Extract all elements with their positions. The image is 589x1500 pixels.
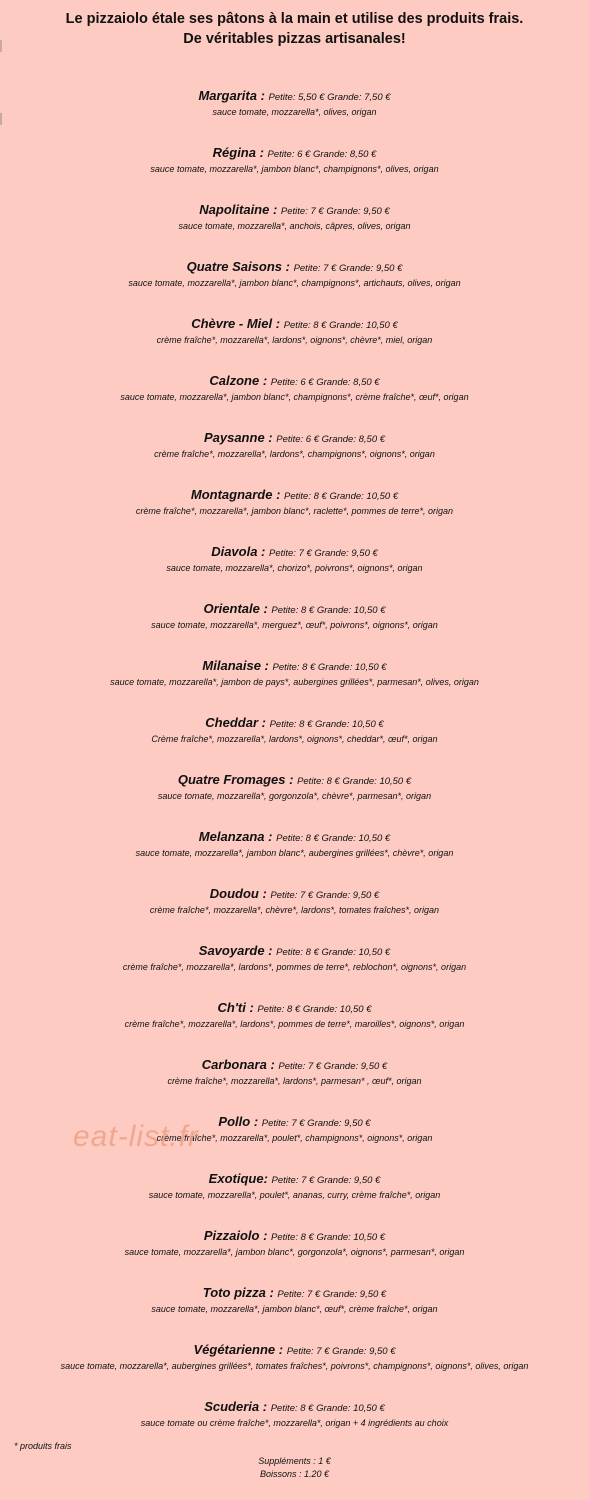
pizza-item [0,1171,589,1228]
pizza-price: Petite: 7 € Grande: 9,50 € [280,206,390,217]
pizza-price: Petite: 5,50 € Grande: 7,50 € [268,92,391,103]
pizza-ingredients: crème fraîche*, mozzarella*, chèvre*, lardons*, tomates fraîches*, origan [149,905,440,915]
pizza-name-separator: : [266,1057,279,1072]
pizza-item [0,772,589,829]
pizza-title-line [0,1228,589,1246]
pizza-ingredients: crème fraîche*, mozzarella*, lardons*, champignons*, oignons*, origan [154,449,435,459]
pizza-name-separator: : [256,88,269,103]
pizza-title-line [0,886,589,904]
pizza-item [0,1000,589,1057]
pizza-name: Quatre Saisons [186,259,282,274]
pizza-name: Toto pizza [202,1285,266,1300]
watermark: eat-list.fr [73,1120,200,1153]
pizza-name: Exotique [208,1171,264,1186]
pizza-title-line [0,316,589,334]
pizza-title-line [0,1000,589,1018]
extras [0,1455,589,1481]
pizza-title-line [0,88,589,106]
pizza-price: Petite: 7 € Grande: 9,50 € [293,263,403,274]
pizza-name: Napolitaine [199,202,270,217]
pizza-price: Petite: 7 € Grande: 9,50 € [277,1289,387,1300]
drinks-price: Boissons : 1.20 € [259,1469,330,1479]
menu-header [0,9,589,49]
pizza-ingredients: crème fraîche*, mozzarella*, lardons*, parmesan* , œuf*, origan [167,1076,422,1086]
pizza-name-separator: : [264,430,277,445]
pizza-ingredients: sauce tomate, mozzarella*, jambon blanc*, champignons*, olives, origan [150,164,439,174]
pizza-price: Petite: 8 € Grande: 10,50 € [270,1403,385,1414]
pizza-price: Petite: 8 € Grande: 10,50 € [283,320,398,331]
pizza-ingredients: sauce tomate, mozzarella*, jambon de pays*, aubergines grillées*, parmesan*, olives, origan [110,677,479,687]
pizza-item [0,88,589,145]
pizza-title-line [0,658,589,676]
pizza-price: Petite: 8 € Grande: 10,50 € [276,947,391,958]
pizza-name: Doudou [209,886,259,901]
pizza-name-separator: : [285,772,298,787]
header-line-1: Le pizzaiolo étale ses pâtons à la main et utilise des produits frais. [65,11,524,27]
pizza-name: Pollo [218,1114,251,1129]
pizza-item [0,715,589,772]
pizza-name: Melanzana [198,829,265,844]
pizza-ingredients: sauce tomate, mozzarella*, merguez*, œuf*, poivrons*, oignons*, origan [151,620,438,630]
pizza-name-separator: : [258,886,271,901]
pizza-item [0,430,589,487]
pizza-price: Petite: 8 € Grande: 10,50 € [272,662,387,673]
pizza-name-separator: : [259,373,271,388]
pizza-ingredients: sauce tomate, mozzarella*, gorgonzola*, chèvre*, parmesan*, origan [157,791,432,801]
pizza-price: Petite: 8 € Grande: 10,50 € [276,833,391,844]
pizza-name: Végétarienne [193,1342,276,1357]
pizza-name-separator: : [250,1114,262,1129]
pizza-ingredients: sauce tomate, mozzarella*, aubergines grillées*, tomates fraîches*, poivrons*, champignons*, oignons*, olives, origan [60,1361,529,1371]
pizza-name: Montagnarde [190,487,273,502]
pizza-price: Petite: 7 € Grande: 9,50 € [286,1346,396,1357]
pizza-title-line [0,1342,589,1360]
pizza-name: Diavola [211,544,258,559]
pizza-title-line [0,1399,589,1417]
footnote: * produits frais [14,1441,72,1451]
pizza-price: Petite: 8 € Grande: 10,50 € [271,1232,386,1243]
pizza-title-line [0,601,589,619]
pizza-name-separator: : [259,1399,271,1414]
pizza-item [0,829,589,886]
pizza-name-separator: : [259,1228,272,1243]
pizza-name: Ch'ti [217,1000,246,1015]
pizza-price: Petite: 8 € Grande: 10,50 € [269,719,384,730]
pizza-name: Pizzaiolo [203,1228,260,1243]
pizza-title-line [0,145,589,163]
pizza-price: Petite: 7 € Grande: 9,50 € [270,890,380,901]
pizza-item [0,1057,589,1114]
pizza-name-separator: : [264,943,277,958]
pizza-title-line [0,1057,589,1075]
pizza-name: Milanaise [202,658,261,673]
pizza-name-separator: : [257,544,269,559]
pizza-ingredients: sauce tomate ou crème fraîche*, mozzarella*, origan + 4 ingrédients au choix [140,1418,449,1428]
pizza-price: Petite: 7 € Grande: 9,50 € [269,548,378,559]
pizza-name-separator: : [245,1000,258,1015]
pizza-name: Savoyarde [198,943,265,958]
pizza-ingredients: crème fraîche*, mozzarella*, lardons*, pommes de terre*, maroilles*, oignons*, origan [124,1019,465,1029]
pizza-title-line [0,544,589,562]
pizza-price: Petite: 7 € Grande: 9,50 € [271,1175,381,1186]
pizza-item [0,487,589,544]
pizza-title-line [0,715,589,733]
pizza-item [0,316,589,373]
pizza-item [0,1399,589,1456]
pizza-name-separator: : [265,1285,278,1300]
pizza-price: Petite: 6 € Grande: 8,50 € [276,434,386,445]
supplements-price: Suppléments : 1 € [258,1456,331,1466]
pizza-title-line [0,259,589,277]
pizza-ingredients: sauce tomate, mozzarella*, jambon blanc*, champignons*, crème fraîche*, œuf*, origan [120,392,469,402]
pizza-price: Petite: 6 € Grande: 8,50 € [270,377,380,388]
pizza-name-separator: : [263,1171,272,1186]
pizza-item [0,886,589,943]
pizza-item [0,202,589,259]
pizza-name-separator: : [272,316,284,331]
header-line-2: De véritables pizzas artisanales! [183,31,406,47]
pizza-name-separator: : [282,259,294,274]
pizza-item [0,145,589,202]
pizza-name-separator: : [258,715,270,730]
pizza-price: Petite: 7 € Grande: 9,50 € [261,1118,371,1129]
pizza-ingredients: crème fraîche*, mozzarella*, jambon blanc*, raclette*, pommes de terre*, origan [135,506,454,516]
pizza-title-line [0,430,589,448]
pizza-name-separator: : [269,202,281,217]
pizza-title-line [0,202,589,220]
pizza-ingredients: Crème fraîche*, mozzarella*, lardons*, oignons*, cheddar*, œuf*, origan [151,734,438,744]
pizza-ingredients: sauce tomate, mozzarella*, chorizo*, poivrons*, oignons*, origan [166,563,423,573]
pizza-name: Carbonara [201,1057,267,1072]
pizza-name: Scuderia [204,1399,260,1414]
pizza-name: Orientale [203,601,260,616]
pizza-item [0,1228,589,1285]
pizza-ingredients: sauce tomate, mozzarella*, jambon blanc*, champignons*, artichauts, olives, origan [128,278,461,288]
pizza-name: Margarita [198,88,257,103]
pizza-item [0,601,589,658]
pizza-price: Petite: 8 € Grande: 10,50 € [257,1004,372,1015]
pizza-ingredients: sauce tomate, mozzarella*, jambon blanc*, œuf*, crème fraîche*, origan [151,1304,438,1314]
pizza-item [0,658,589,715]
pizza-item [0,1285,589,1342]
pizza-item [0,544,589,601]
pizza-ingredients: crème fraîche*, mozzarella*, lardons*, oignons*, chèvre*, miel, origan [156,335,433,345]
pizza-item [0,1342,589,1399]
pizza-item [0,259,589,316]
pizza-name: Paysanne [203,430,265,445]
pizza-price: Petite: 7 € Grande: 9,50 € [278,1061,388,1072]
pizza-name: Régina [212,145,256,160]
pizza-ingredients: sauce tomate, mozzarella*, jambon blanc*, gorgonzola*, oignons*, parmesan*, origan [124,1247,465,1257]
pizza-name: Chèvre - Miel [191,316,273,331]
pizza-name-separator: : [260,658,273,673]
pizza-name: Calzone [209,373,260,388]
pizza-price: Petite: 8 € Grande: 10,50 € [297,776,412,787]
pizza-name-separator: : [255,145,268,160]
pizza-ingredients: sauce tomate, mozzarella*, jambon blanc*, aubergines grillées*, chèvre*, origan [135,848,454,858]
pizza-name-separator: : [272,487,285,502]
pizza-ingredients: crème fraîche*, mozzarella*, poulet*, champignons*, oignons*, origan [156,1133,433,1143]
pizza-list [0,88,589,1456]
pizza-ingredients: sauce tomate, mozzarella*, olives, origan [212,107,377,117]
pizza-name-separator: : [264,829,277,844]
pizza-name-separator: : [259,601,272,616]
pizza-title-line [0,772,589,790]
pizza-title-line [0,943,589,961]
pizza-price: Petite: 8 € Grande: 10,50 € [271,605,386,616]
pizza-name: Cheddar [205,715,259,730]
pizza-title-line [0,487,589,505]
pizza-name-separator: : [275,1342,287,1357]
pizza-item [0,943,589,1000]
pizza-ingredients: sauce tomate, mozzarella*, anchois, câpres, olives, origan [178,221,411,231]
pizza-price: Petite: 6 € Grande: 8,50 € [267,149,377,160]
pizza-name: Quatre Fromages [177,772,286,787]
pizza-ingredients: sauce tomate, mozzarella*, poulet*, ananas, curry, crème fraîche*, origan [148,1190,441,1200]
pizza-title-line [0,1171,589,1189]
pizza-ingredients: crème fraîche*, mozzarella*, lardons*, pommes de terre*, reblochon*, oignons*, origan [122,962,467,972]
pizza-item [0,373,589,430]
pizza-title-line [0,829,589,847]
pizza-title-line [0,373,589,391]
pizza-price: Petite: 8 € Grande: 10,50 € [284,491,399,502]
pizza-title-line [0,1285,589,1303]
